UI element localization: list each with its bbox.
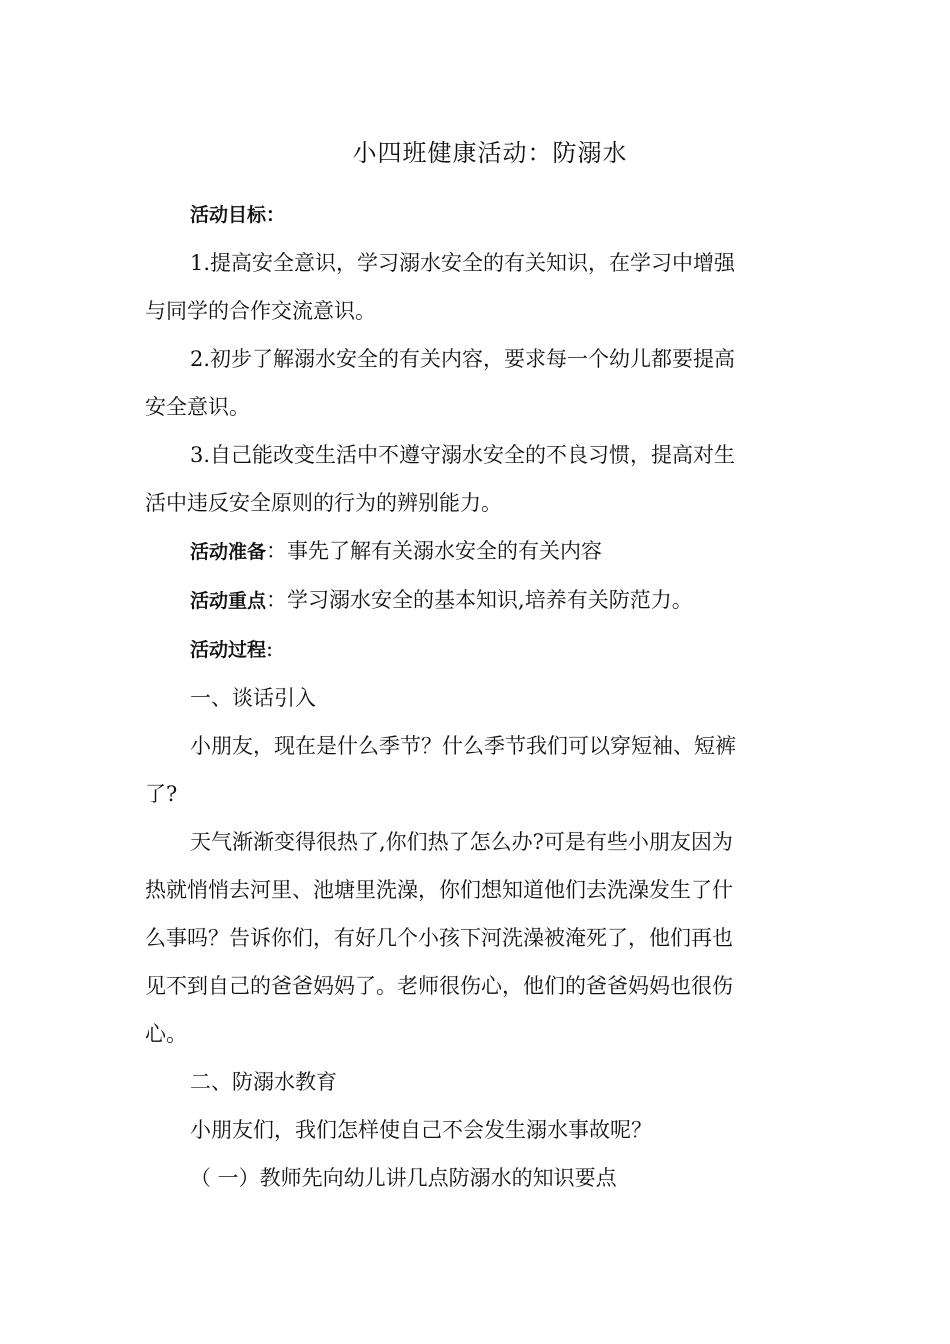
section-1-heading: 一、谈话引入 [190, 686, 316, 710]
document-body [145, 190, 745, 1202]
document-title: 小四班健康活动：防溺水 [352, 139, 628, 167]
paragraph-3: 小朋友们，我们怎样使自己不会发生溺水事故呢？ [190, 1118, 652, 1142]
subsection-1-heading: （ 一）教师先向幼儿讲几点防溺水的知识要点 [190, 1166, 617, 1190]
preparation-line [145, 527, 745, 576]
process-colon: : [266, 637, 274, 661]
goal-2: 2.初步了解溺水安全的有关内容，要求每一个幼儿都要提高安全意识。 [145, 347, 736, 419]
paragraph-1: 小朋友，现在是什么季节？什么季节我们可以穿短袖、短裤了? [145, 734, 736, 806]
process-heading [145, 625, 745, 674]
focus-text: ：学习溺水安全的基本知识,培养有关防范力。 [266, 588, 693, 612]
process-label: 活动过程 [190, 639, 267, 661]
goals-heading [145, 190, 745, 239]
section-2-heading: 二、防溺水教育 [190, 1070, 337, 1094]
goal-3: 3.自己能改变生活中不遵守溺水安全的不良习惯，提高对生活中违反安全原则的行为的辨别能力。 [145, 443, 736, 515]
preparation-label: 活动准备 [190, 541, 267, 563]
focus-line [145, 576, 745, 625]
paragraph-2: 天气渐渐变得很热了,你们热了怎么办?可是有些小朋友因为热就悄悄去河里、池塘里洗澡，你们想知道他们去洗澡发生了什么事吗？告诉你们，有好几个小孩下河洗澡被淹死了，他们再也见不到自己的爸爸妈妈了。老师很伤心，他们的爸爸妈妈也很伤心。 [145, 830, 733, 1046]
goals-heading-text: 活动目标： [190, 204, 286, 226]
preparation-text: ：事先了解有关溺水安全的有关内容 [266, 539, 603, 563]
goal-1: 1.提高安全意识，学习溺水安全的有关知识，在学习中增强与同学的合作交流意识。 [145, 251, 736, 323]
focus-label: 活动重点 [190, 590, 267, 612]
